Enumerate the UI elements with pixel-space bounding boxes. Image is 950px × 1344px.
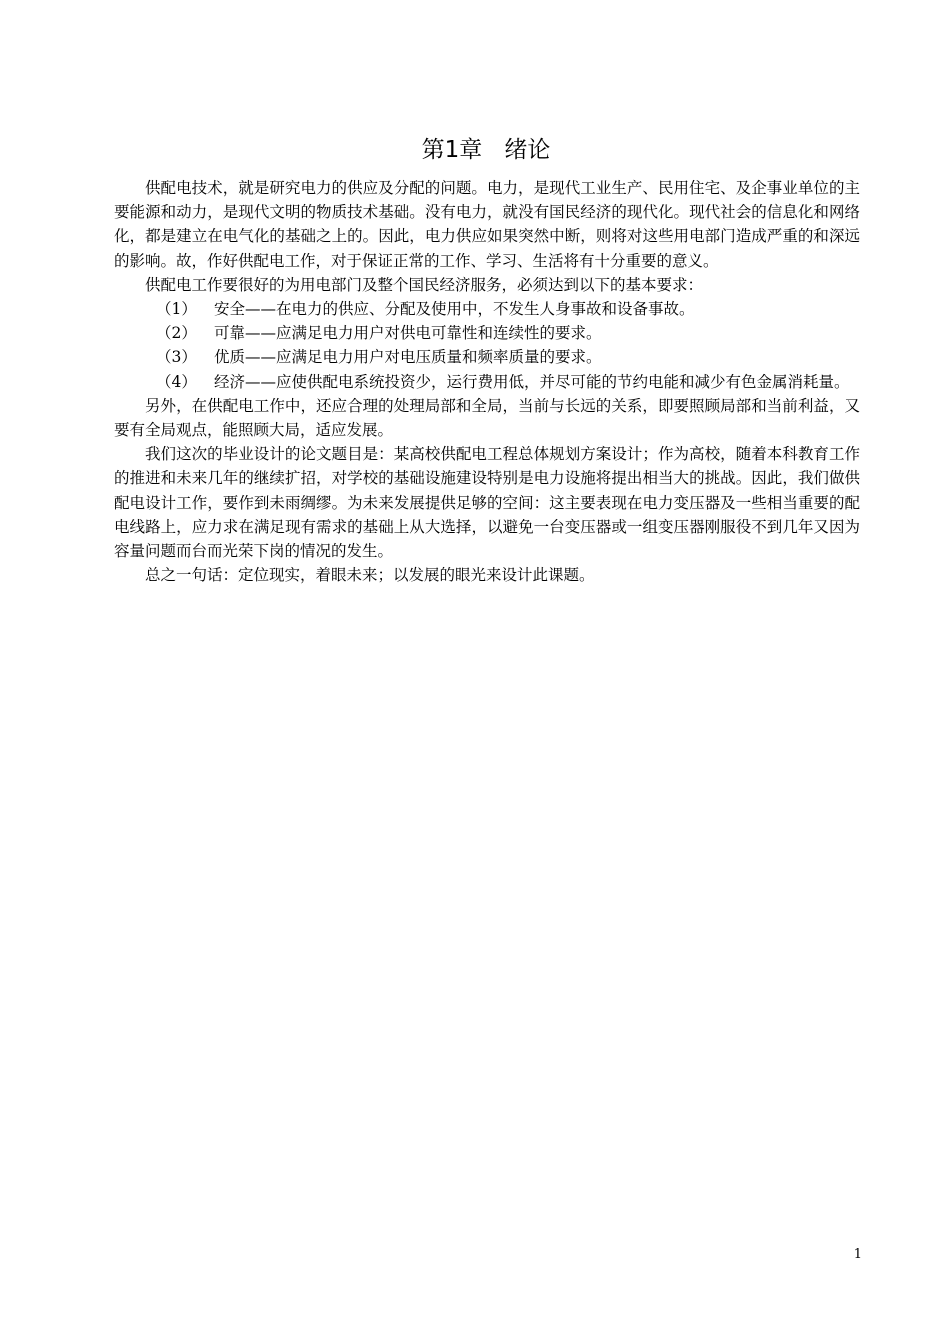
requirement-text: 安全——在电力的供应、分配及使用中，不发生人身事故和设备事故。 <box>214 300 695 319</box>
requirement-item-quality <box>114 345 860 369</box>
requirement-item-reliability <box>114 321 860 345</box>
requirement-number: （2） <box>156 324 197 343</box>
chapter-title <box>0 134 950 166</box>
paragraph-overall: 另外，在供配电工作中，还应合理的处理局部和全局，当前与长远的关系，即要照顾局部和当前利益，又要有全局观点，能照顾大局，适应发展。 <box>114 396 860 440</box>
paragraph-intro: 供配电技术，就是研究电力的供应及分配的问题。电力，是现代工业生产、民用住宅、及企事业单位的主要能源和动力，是现代文明的物质技术基础。没有电力，就没有国民经济的现代化。现代社会的信息化和网络化，都是建立在电气化的基础之上的。因此，电力供应如果突然中断，则将对这些用电部门造成严重的和深远的影响。故，作好供配电工作，对于保证正常的工作、学习、生活将有十分重要的意义。 <box>114 179 860 270</box>
paragraph-requirements-lead: 供配电工作要很好的为用电部门及整个国民经济服务，必须达到以下的基本要求： <box>145 275 704 294</box>
requirement-item-economy <box>114 370 860 394</box>
requirement-number: （3） <box>156 348 197 367</box>
paragraph-thesis: 我们这次的毕业设计的论文题目是：某高校供配电工程总体规划方案设计；作为高校，随着本科教育工作的推进和未来几年的继续扩招，对学校的基础设施建设特别是电力设施将提出相当大的挑战。因此，我们做供配电设计工作，要作到未雨绸缪。为未来发展提供足够的空间：这主要表现在电力变压器及一些相当重要的配电线路上，应力求在满足现有需求的基础上从大选择，以避免一台变压器或一组变压器刚服役不到几年又因为容量问题而台而光荣下岗的情况的发生。 <box>114 445 860 561</box>
requirement-text: 优质——应满足电力用户对电压质量和频率质量的要求。 <box>214 348 602 367</box>
chapter-name: 绪论 <box>504 137 551 163</box>
requirement-item-safety <box>114 297 860 321</box>
requirement-number: （1） <box>156 300 197 319</box>
requirement-number: （4） <box>156 372 197 391</box>
requirement-text: 可靠——应满足电力用户对供电可靠性和连续性的要求。 <box>214 324 602 343</box>
chapter-number: 第1章 <box>421 137 483 163</box>
requirement-text: 经济——应使供配电系统投资少，运行费用低，并尽可能的节约电能和减少有色金属消耗量。 <box>214 372 850 391</box>
paragraph-conclusion: 总之一句话：定位现实，着眼未来；以发展的眼光来设计此课题。 <box>145 566 595 585</box>
page-number: 1 <box>853 1247 862 1262</box>
chapter-body <box>114 176 860 587</box>
